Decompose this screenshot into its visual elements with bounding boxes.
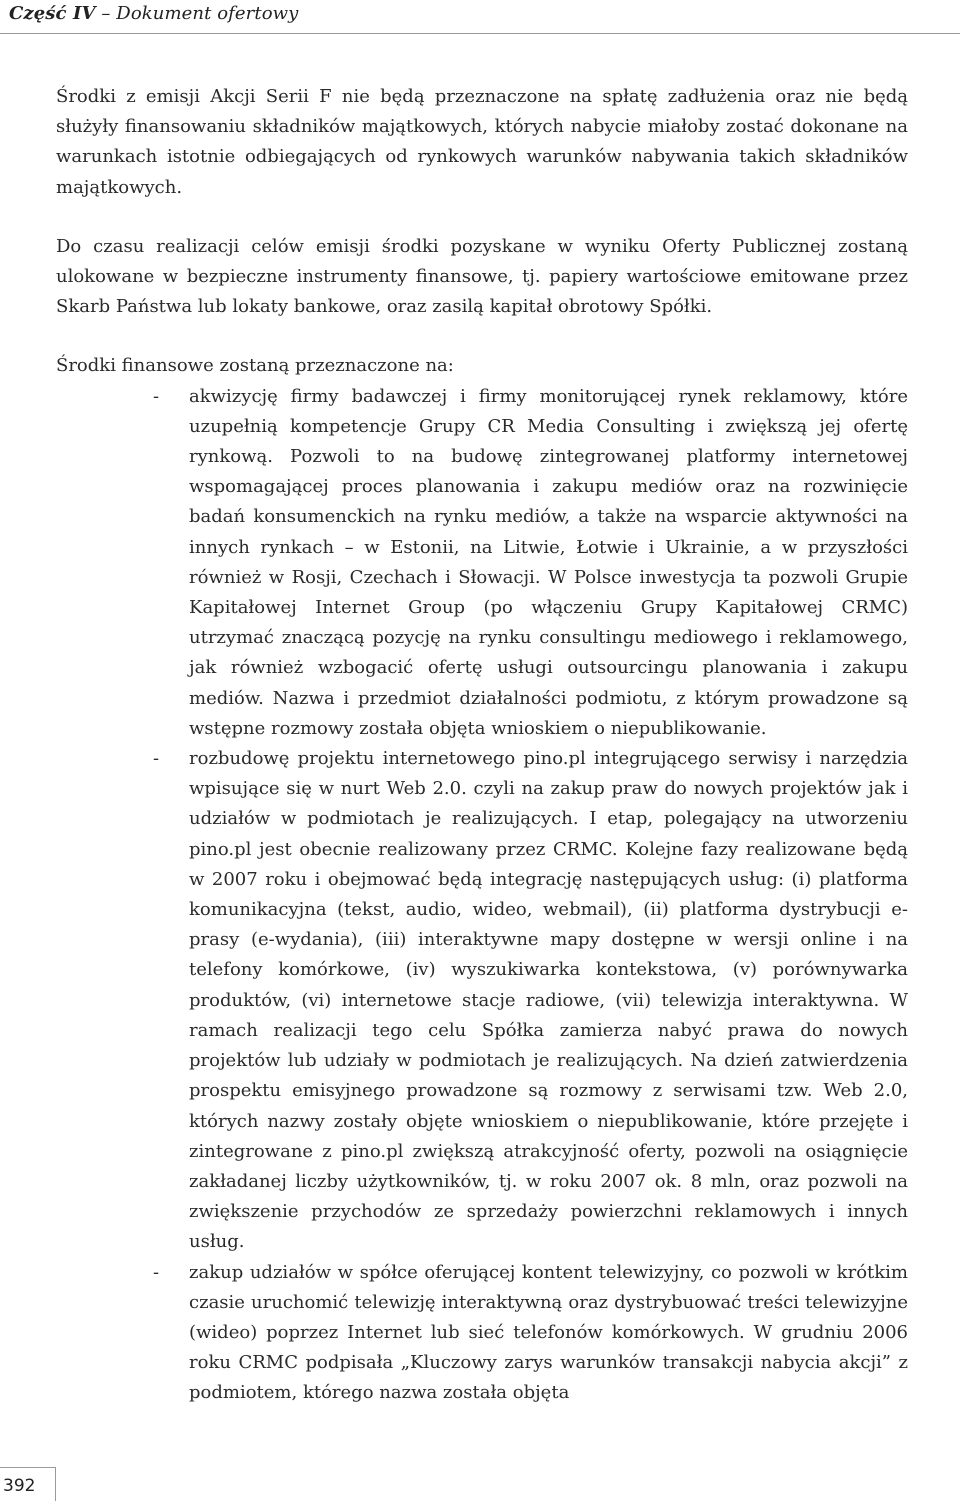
document-title: Dokument ofertowy (116, 3, 299, 24)
running-header (0, 0, 960, 34)
part-label: Część IV (9, 3, 96, 24)
list-item (153, 1258, 908, 1409)
list-marker: - (153, 1261, 160, 1283)
document-body (56, 82, 908, 1409)
header-separator: – (95, 3, 117, 24)
list-marker: - (153, 748, 160, 770)
page-footer (0, 1467, 56, 1501)
list-item (153, 382, 908, 744)
list-item (153, 744, 908, 1257)
page-number: 392 (3, 1476, 36, 1496)
list-item-text: rozbudowę projektu internetowego pino.pl integrującego serwisy i narzędzia wpisujące się w nurt Web 2.0. czyli na zakup praw do nowych projektów jak i udziałów w podmiotach je realizujących. I etap, polegający na utworzeniu pino.pl jest obecnie realizowany przez CRMC. Kolejne fazy realizowane będą w 2007 roku i obejmować będą integrację następujących usług: (i) platforma komunikacyjna (tekst, audio, wideo, webmail), (ii) platforma dystrybucji e-prasy (e-wydania), (iii) interaktywne mapy dostępne w wersji online i na telefony komórkowe, (iv) wyszukiwarka kontekstowa, (v) porównywarka produktów, (vi) internetowe stacje radiowe, (vii) telewizja interaktywna. W ramach realizacji tego celu Spółka zamierza nabyć prawa do nowych projektów lub udziały w podmiotach je realizujących. Na dzień zatwierdzenia prospektu emisyjnego prowadzone są rozmowy z serwisami tzw. Web 2.0, których nazwy zostały objęte wnioskiem o niepublikowanie, które przejęte i zintegrowane z pino.pl zwiększą atrakcyjność oferty, pozwoli na osiągnięcie zakładanej liczby użytkowników, tj. w roku 2007 ok. 8 mln, oraz pozwoli na zwiększenie przychodów ze sprzedaży powierzchni reklamowych i innych usług. (189, 748, 908, 1253)
running-header-text (9, 3, 298, 24)
paragraph-interim-investment: Do czasu realizacji celów emisji środki pozyskane w wyniku Oferty Publicznej zostaną ulokowane w bezpieczne instrumenty finansowe, tj. papiery wartościowe emitowane przez Skarb Państwa lub lokaty bankowe, oraz zasilą kapitał obrotowy Spółki. (56, 235, 908, 318)
list-item-text: akwizycję firmy badawczej i firmy monitorującej rynek reklamowy, które uzupełnią kompetencje Grupy CR Media Consulting i zwiększą jej ofertę rynkową. Pozwoli to na budowę zintegrowanej platformy internetowej wspomagającej proces planowania i zakupu mediów oraz na rozwinięcie badań konsumenckich na rynku mediów, a także na wsparcie aktywności na innych rynkach – w Estonii, na Litwie, Łotwie i Ukrainie, a w przyszłości również w Rosji, Czechach i Słowacji. W Polsce inwestycja ta pozwoli Grupie Kapitałowej Internet Group (po włączeniu Grupy Kapitałowej CRMC) utrzymać znaczącą pozycję na rynku consultingu mediowego i reklamowego, jak również wzbogacić ofertę usługi outsourcingu planowania i zakupu mediów. Nazwa i przedmiot działalności podmiotu, z którym prowadzone są wstępne rozmowy została objęta wnioskiem o niepublikowanie. (189, 385, 908, 739)
list-marker: - (153, 385, 160, 407)
allocation-list (56, 382, 908, 1409)
paragraph-proceeds-usage: Środki z emisji Akcji Serii F nie będą przeznaczone na spłatę zadłużenia oraz nie będą służyły finansowaniu składników majątkowych, których nabycie miałoby zostać dokonane na warunkach istotnie odbiegających od rynkowych warunków nabywania takich składników majątkowych. (56, 86, 908, 198)
list-item-text: zakup udziałów w spółce oferującej kontent telewizyjny, co pozwoli w krótkim czasie uruchomić telewizję interaktywną oraz dystrybuować treści telewizyjne (wideo) poprzez Internet lub sieć telefonów komórkowych. W grudniu 2006 roku CRMC podpisała „Kluczowy zarys warunków transakcji nabycia akcji” z podmiotem, którego nazwa została objęta (189, 1261, 908, 1404)
list-intro: Środki finansowe zostaną przeznaczone na: (56, 355, 454, 377)
